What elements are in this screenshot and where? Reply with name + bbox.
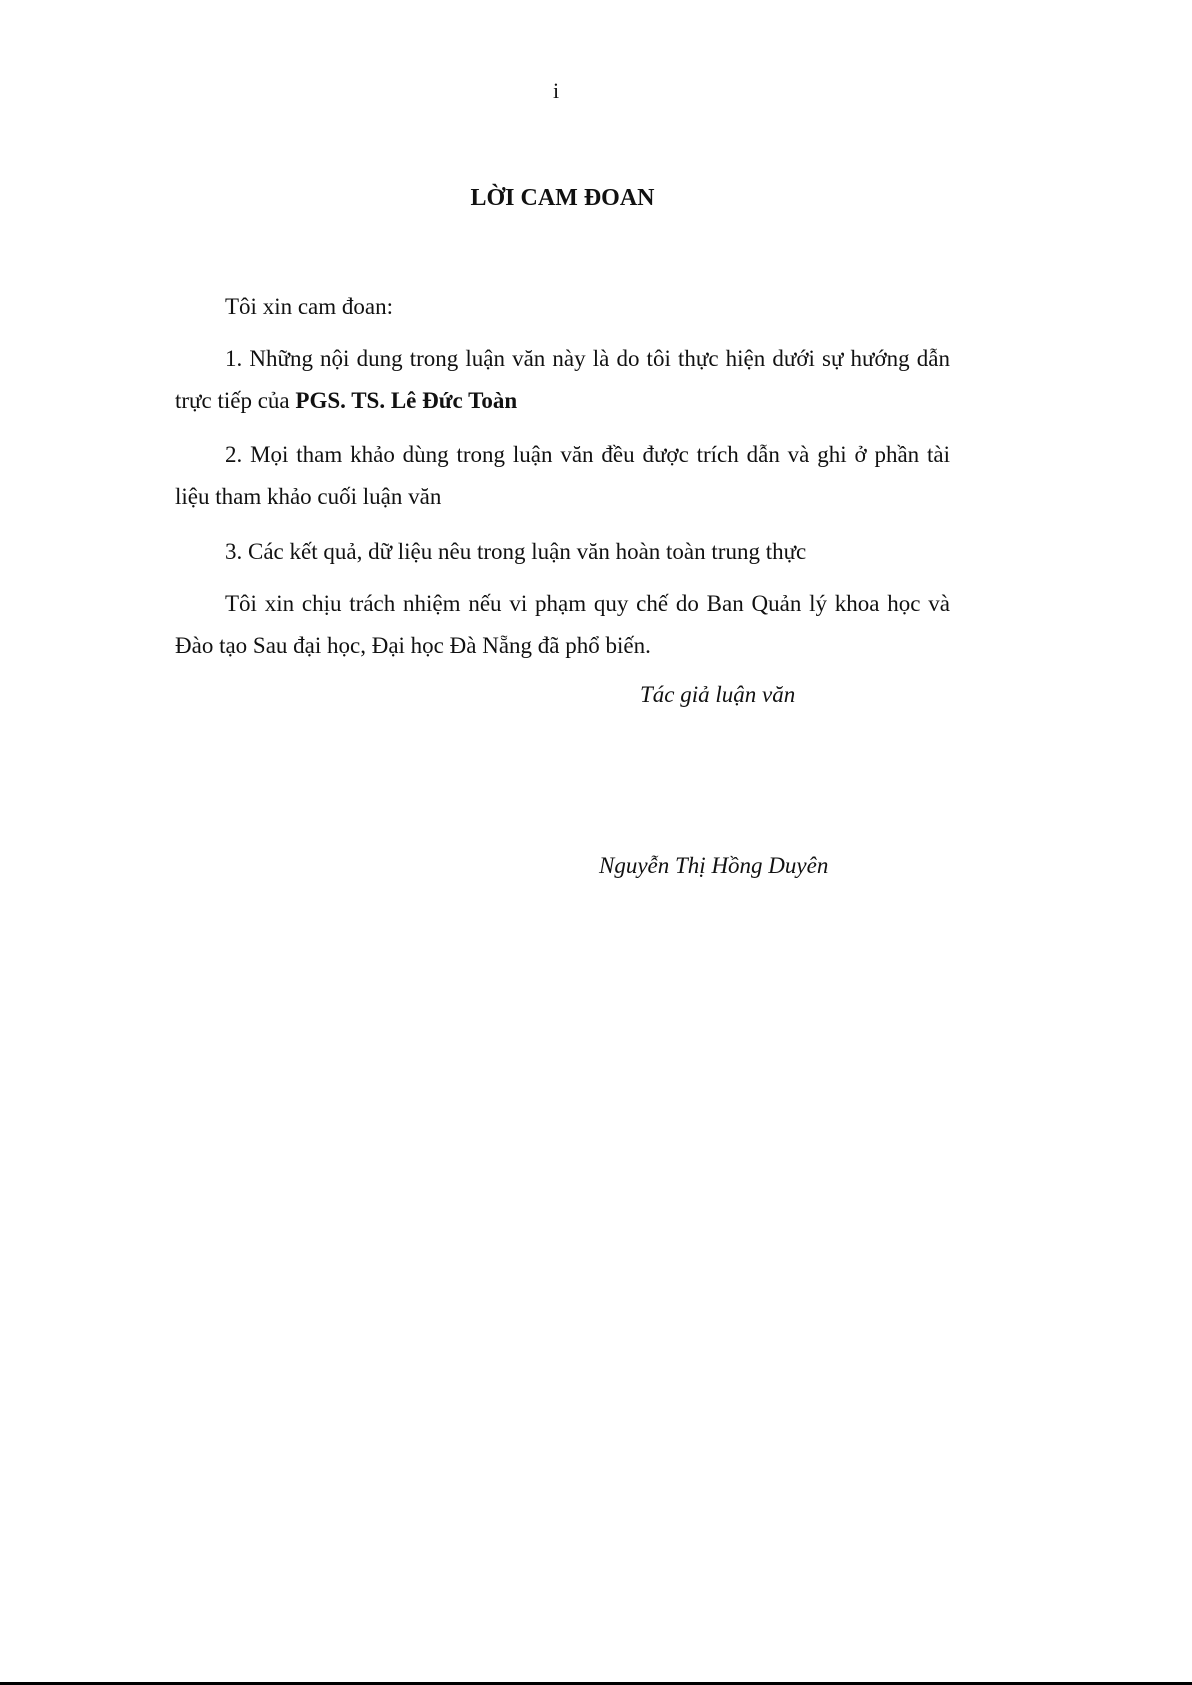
- declaration-item-2: [175, 434, 950, 518]
- page-title: LỜI CAM ĐOAN: [470, 185, 655, 211]
- declaration-intro: [175, 286, 950, 328]
- declaration-closing-text: Tôi xin chịu trách nhiệm nếu vi phạm quy chế do Ban Quản lý khoa học và Đào tạo Sau đại học, Đại học Đà Nẵng đã phổ biến.: [175, 591, 950, 658]
- declaration-item-1: [175, 338, 950, 422]
- declaration-item-3: [175, 531, 950, 573]
- page-number: i: [552, 78, 560, 103]
- declaration-intro-text: Tôi xin cam đoan:: [225, 294, 393, 319]
- advisor-name: PGS. TS. Lê Đức Toàn: [295, 388, 518, 413]
- signature-name: Nguyễn Thị Hồng Duyên: [599, 853, 829, 878]
- declaration-item-2-text: 2. Mọi tham khảo dùng trong luận văn đều được trích dẫn và ghi ở phần tài liệu tham khảo cuối luận văn: [175, 442, 950, 509]
- signature-role: Tác giả luận văn: [640, 682, 796, 707]
- declaration-closing: [175, 583, 950, 667]
- declaration-item-3-text: 3. Các kết quả, dữ liệu nêu trong luận văn hoàn toàn trung thực: [225, 539, 807, 564]
- declaration-item-1-text: 1. Những nội dung trong luận văn này là do tôi thực hiện dưới sự hướng dẫn trực tiếp của: [175, 346, 950, 413]
